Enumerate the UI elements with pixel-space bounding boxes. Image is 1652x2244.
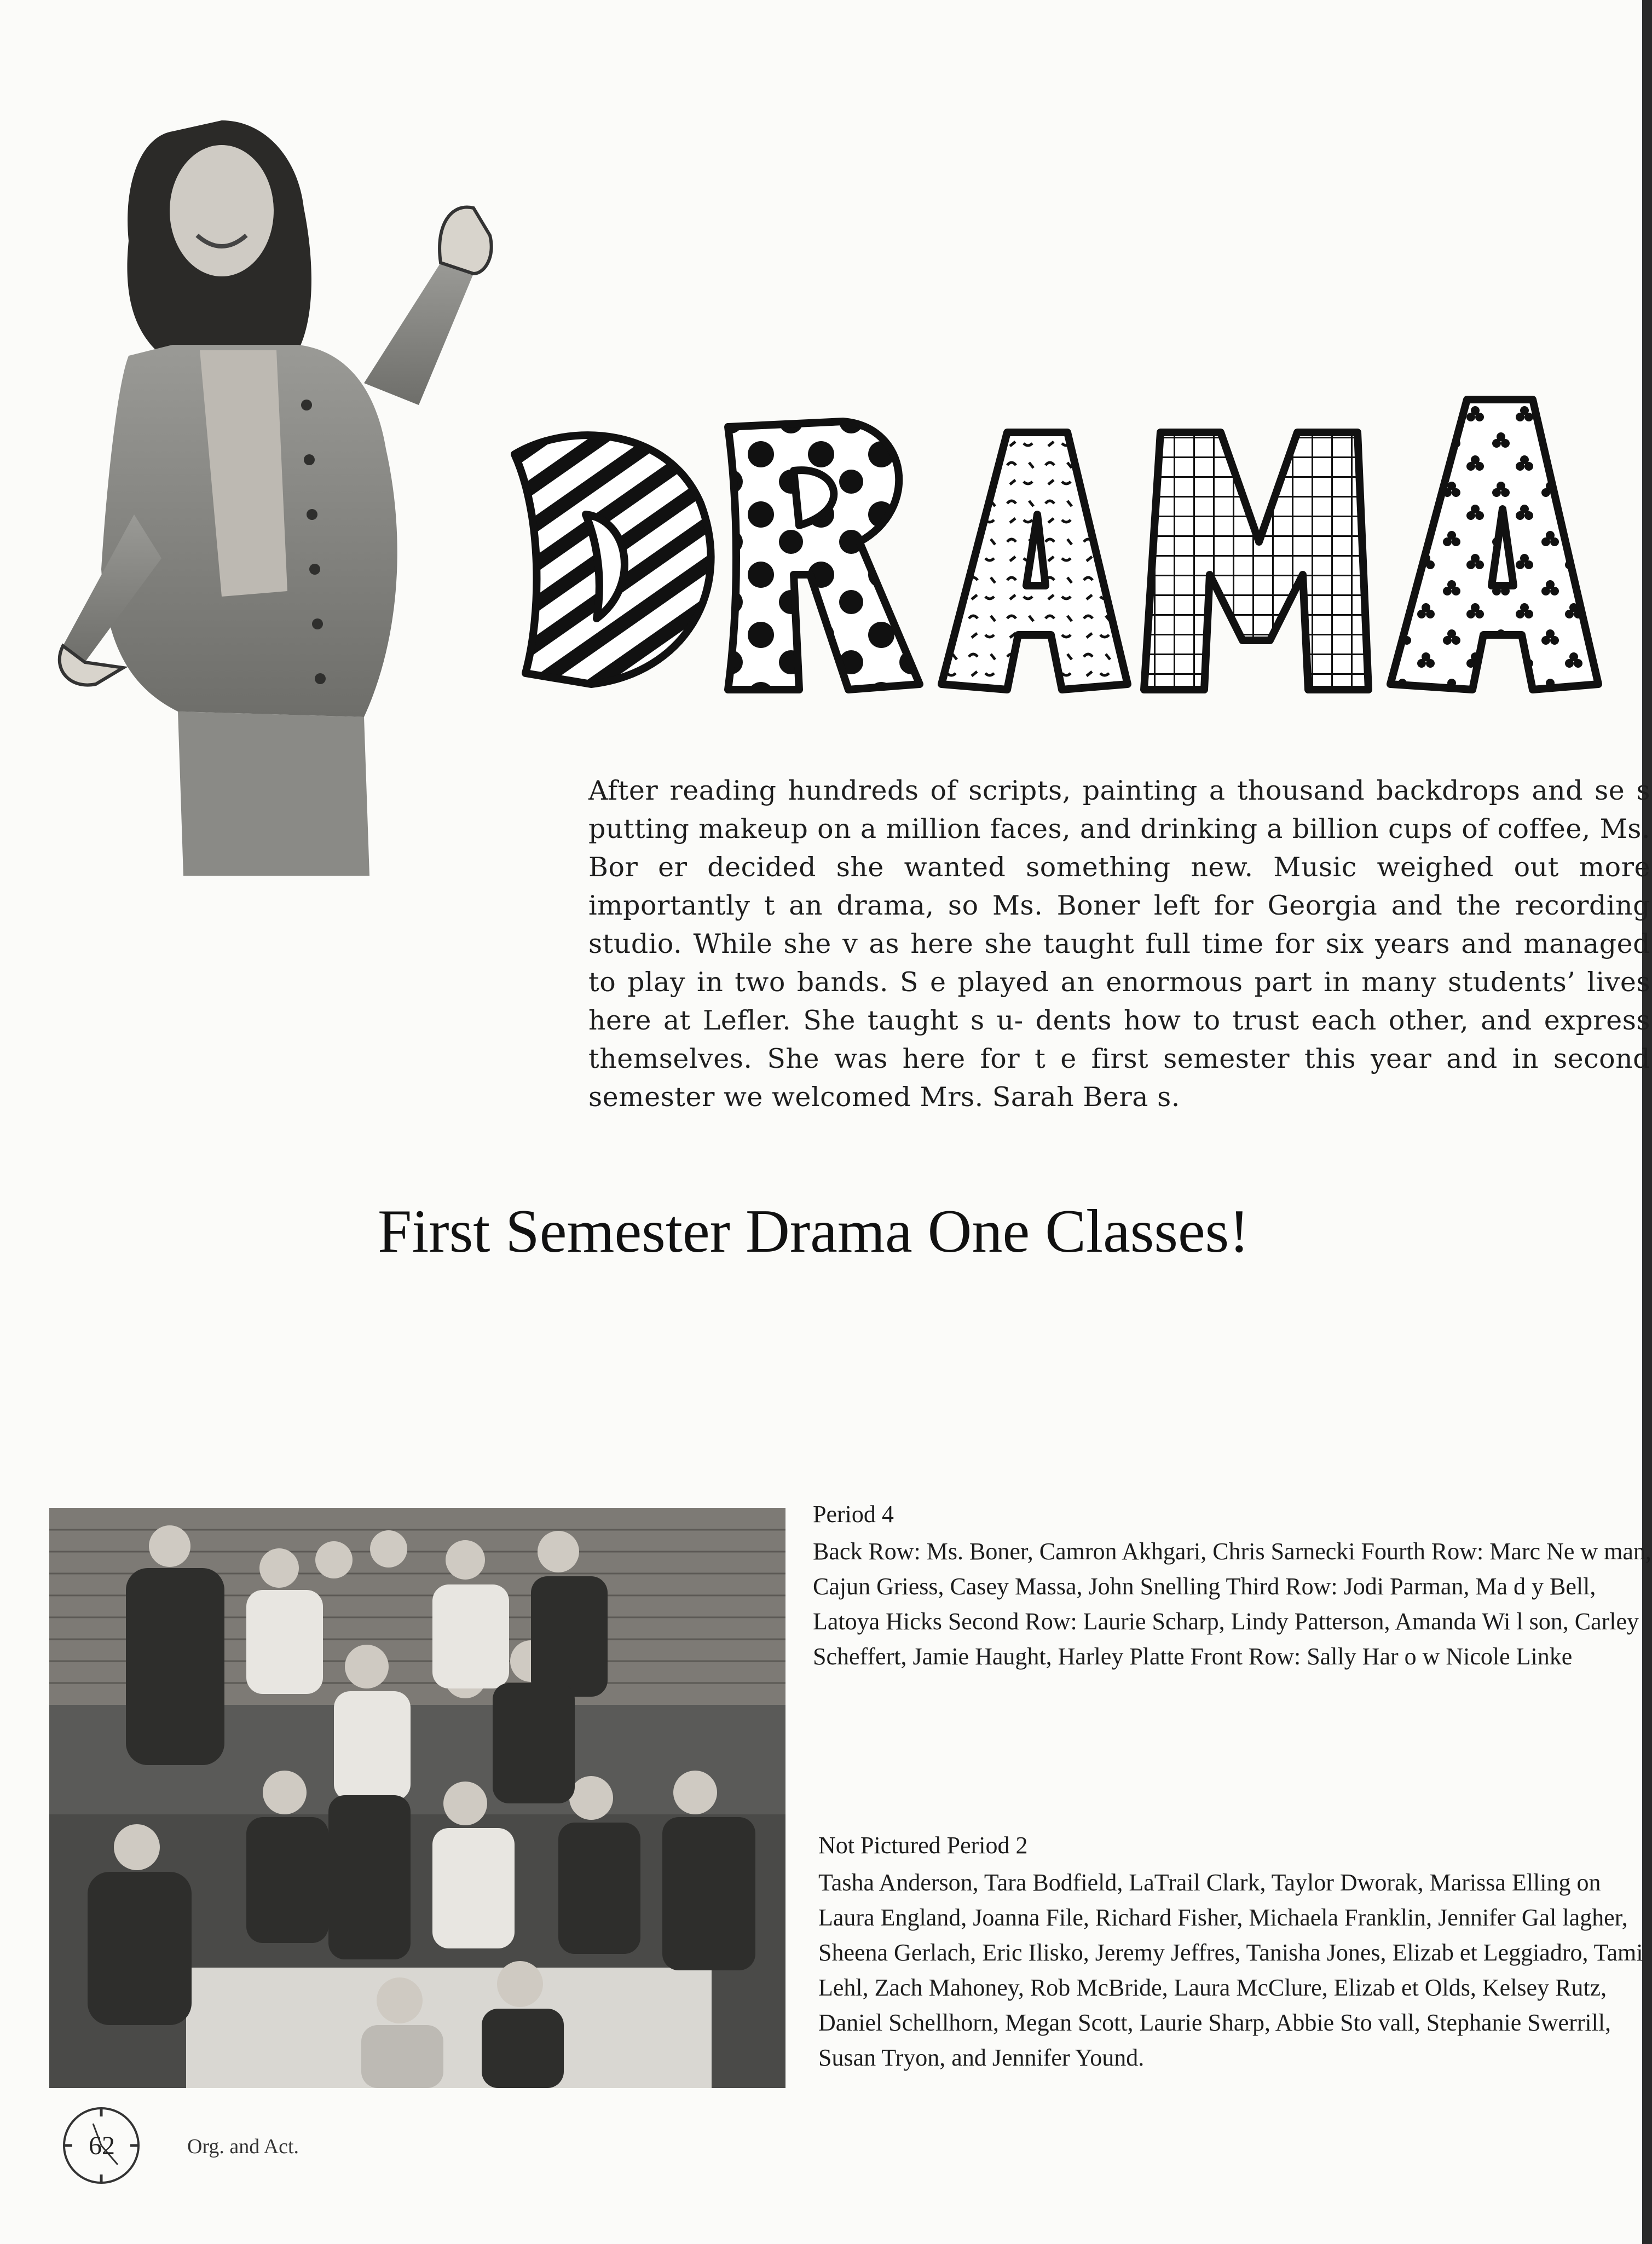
page-number: 62 (89, 2131, 115, 2160)
footer-section-name: Org. and Act. (187, 2135, 299, 2158)
caption-heading: Not Pictured Period 2 (818, 1832, 1028, 1859)
caption-names: Tasha Anderson, Tara Bodfield, LaTrail Clark, Taylor Dworak, Marissa Elling on Laura England, Joanna File, Richard Fisher, Michaela Franklin, Jennifer Gal lagher, Sheena Gerlach, Eric Ilisko, Jeremy Jeffres, Tanisha Jones, Elizab et Leggiadro, Tami Lehl, Zach Mahoney, Rob McBride, Laura McClure, Elizab et Olds, Kelsey Rutz, Daniel Schellhorn, Megan Scott, Laurie Sharp, Abbie Sto vall, Stephanie Swerrill, Susan Tryon, and Jennifer Yound. (818, 1869, 1643, 2071)
class-group-photo (49, 1508, 785, 2088)
intro-paragraph: After reading hundreds of scripts, painting a thousand backdrops and se s putting makeup on a million faces, and drinking a billion cups of coffee, Ms. Bor er decided she wanted something new. Music weighed out more importantly t an drama, so Ms. Boner left for Georgia and the recording studio. While she v as here she taught full time for six years and managed to play in two bands. S e played an enormous part in many students’ lives here at Lefler. She taught s u- dents how to trust each other, and express themselves. She was here for t e first semester this year and in second semester we welcomed Mrs. Sarah Bera s. (588, 775, 1650, 1113)
drama-title-art (504, 378, 1609, 728)
caption-heading: Period 4 (813, 1501, 894, 1528)
teacher-photo (57, 99, 506, 876)
caption-names: Back Row: Ms. Boner, Camron Akhgari, Chris Sarnecki Fourth Row: Marc Ne w man, Cajun Griess, Casey Massa, John Snelling Third Row: Jodi Parman, Ma d y Bell, Latoya Hicks Second Row: Laurie Scharp, Lindy Patterson, Amanda Wi l son, Carley Scheffert, Jamie Haught, Harley Platte Front Row: Sally Har o w Nicole Linke (813, 1538, 1651, 1670)
caption-not-pictured-period-2 (818, 1828, 1652, 2075)
caption-period-4 (813, 1497, 1652, 1674)
section-heading: First Semester Drama One Classes! (378, 1198, 1250, 1265)
page-footer (60, 2104, 498, 2187)
